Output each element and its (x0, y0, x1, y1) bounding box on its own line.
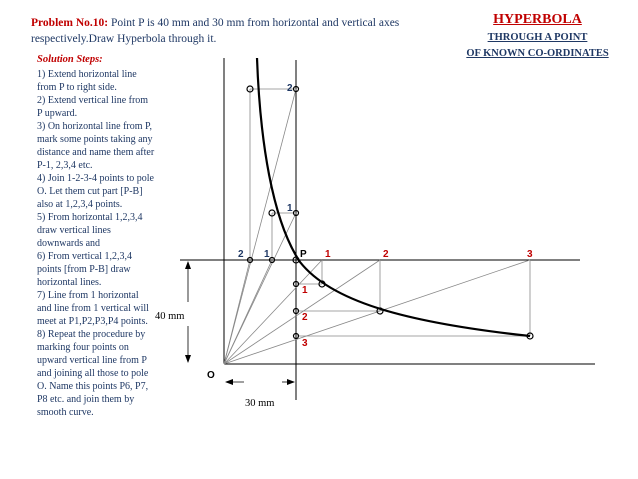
title-hyperbola: HYPERBOLA (493, 12, 582, 27)
step-4: 4) Join 1-2-3-4 points to pole O. Let them cut part [P-B] also at 1,2,3,4 points. (37, 173, 154, 210)
step-7: 7) Line from 1 horizontal and line from 1 vertical will meet at P1,P2,P3,P4 points. (37, 290, 149, 327)
left-point-2-label: 2 (238, 249, 244, 260)
dim-30-arrow-right (287, 379, 295, 385)
step-8: 8) Repeat the procedure by marking four points on upward vertical line from P and joining all those to pole O. Name this points P6, P7, P8 etc. and join them by smooth curve. (37, 329, 149, 418)
step-1: 1) Extend horizontal line from P to right side. (37, 69, 137, 93)
point-p-label: P (300, 249, 307, 260)
upper-point-2-label: 2 (287, 83, 293, 94)
title-subtitle-2: OF KNOWN CO-ORDINATES (466, 48, 609, 59)
dim-40-arrow-bottom (185, 355, 191, 363)
dim-40-label: 40 mm (155, 311, 185, 322)
ray-to-left-2 (224, 260, 250, 364)
dim-40-arrow-top (185, 261, 191, 269)
left-point-1-label: 1 (264, 249, 270, 260)
dim-30-arrow-left (225, 379, 233, 385)
lower-point-2-label: 2 (302, 312, 308, 323)
right-point-1-label: 1 (325, 249, 331, 260)
dimension-arrows (185, 261, 295, 385)
step-2: 2) Extend vertical line from P upward. (37, 95, 149, 119)
origin-label: O (207, 370, 215, 381)
step-3: 3) On horizontal line from P, mark some points taking any distance and name them after P-1, 2,3,4 etc. (37, 121, 155, 171)
lower-point-3-label: 3 (302, 338, 308, 349)
right-point-2-label: 2 (383, 249, 389, 260)
solution-heading: Solution Steps: (37, 54, 103, 65)
hyperbola-curve (257, 58, 530, 336)
step-5: 5) From horizontal 1,2,3,4 draw vertical lines downwards and (37, 212, 143, 249)
title-subtitle-1: THROUGH A POINT (487, 32, 588, 43)
step-6: 6) From vertical 1,2,3,4 points [from P-B] draw horizontal lines. (37, 251, 132, 288)
construction-rays (224, 89, 530, 364)
lower-point-1-label: 1 (302, 285, 308, 296)
dim-30-label: 30 mm (245, 398, 275, 409)
problem-label: Problem No.10: (31, 17, 109, 29)
right-point-3-label: 3 (527, 249, 533, 260)
problem-text: Point P is 40 mm and 30 mm from horizontal and vertical axes respectively.Draw Hyperbola through it. (31, 17, 400, 45)
upper-point-1-label: 1 (287, 203, 293, 214)
